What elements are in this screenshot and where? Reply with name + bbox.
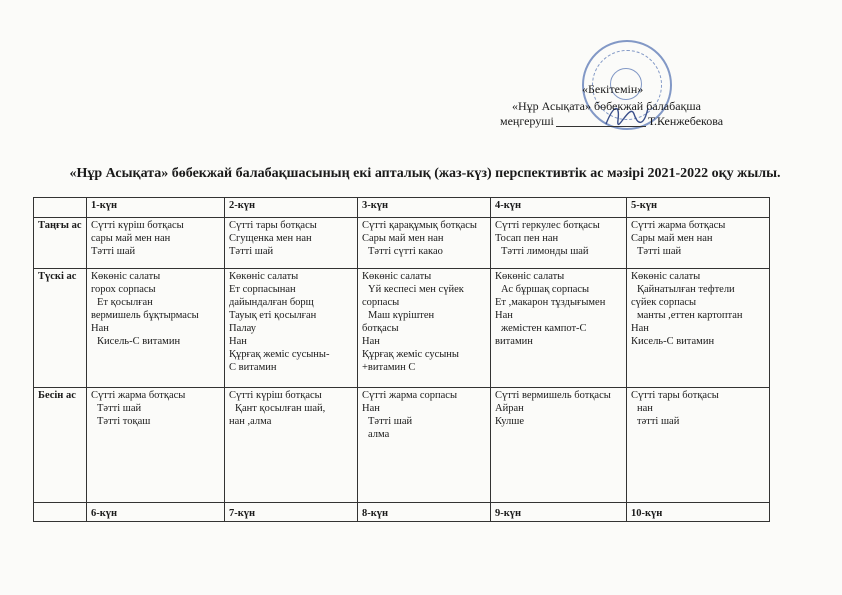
dish: Құрғақ жеміс сусыны- — [229, 349, 330, 360]
dish: +витамин С — [362, 362, 416, 373]
lunch-row — [34, 269, 770, 388]
dish: тәтті шай — [637, 416, 680, 427]
menu-cell — [491, 218, 627, 269]
menu-cell — [225, 269, 358, 388]
dish: нан — [637, 403, 653, 414]
day-header: 6-күн — [87, 503, 225, 522]
dish: Нан — [495, 310, 513, 321]
dish: Тәтті лимонды шай — [501, 246, 589, 257]
day-header: 7-күн — [225, 503, 358, 522]
dish: Құрғақ жеміс сусыны — [362, 349, 459, 360]
dish: Үй кеспесі мен сүйек — [368, 284, 464, 295]
dish: Сүтті вермишель ботқасы — [495, 390, 611, 401]
dish: Сүтті қарақұмық ботқасы — [362, 220, 477, 231]
dish: вермишель бұқтырмасы — [91, 310, 199, 321]
menu-cell — [358, 388, 491, 503]
menu-cell — [358, 218, 491, 269]
menu-cell — [491, 269, 627, 388]
menu-cell — [627, 218, 770, 269]
dish: жемістен кампот-С — [501, 323, 587, 334]
dish: Кулше — [495, 416, 524, 427]
corner-cell — [34, 198, 87, 218]
dish: Кисель-С витамин — [631, 336, 715, 347]
day-header: 2-күн — [225, 198, 358, 218]
dish: витамин — [495, 336, 533, 347]
dish: Тәтті шай — [637, 246, 682, 257]
dish: Сүтті күріш ботқасы — [91, 220, 184, 231]
dish: Қант қосылған шай, — [235, 403, 326, 414]
dish: Сүтті геркулес ботқасы — [495, 220, 600, 231]
snack-row — [34, 388, 770, 503]
dish: С витамин — [229, 362, 277, 373]
dish: Айран — [495, 403, 524, 414]
menu-cell — [627, 269, 770, 388]
menu-cell — [225, 388, 358, 503]
dish: Ас бұршақ сорпасы — [501, 284, 590, 295]
approval-org: «Нұр Асықата» бөбекжай балабақша — [512, 99, 701, 113]
meal-label: Бесін ас — [34, 388, 87, 503]
day-header-row — [34, 198, 770, 218]
dish: Нан — [229, 336, 247, 347]
dish: Тәтті тоқаш — [97, 416, 151, 427]
dish: сорпасы — [362, 297, 400, 308]
dish: Нан — [362, 403, 380, 414]
dish: Сары май мен нан — [362, 233, 444, 244]
dish: Көкөніс салаты — [495, 271, 565, 282]
dish: Көкөніс салаты — [362, 271, 432, 282]
signature-line — [556, 126, 646, 127]
day-header: 10-күн — [627, 503, 770, 522]
approval-manager — [500, 114, 723, 129]
dish: Нан — [631, 323, 649, 334]
meal-label: Таңғы ас — [34, 218, 87, 269]
day-header: 8-күн — [358, 503, 491, 522]
dish: сүйек сорпасы — [631, 297, 697, 308]
dish: алма — [368, 429, 390, 440]
dish: Тәтті шай — [91, 246, 136, 257]
dish: Нан — [91, 323, 109, 334]
day-header: 4-күн — [491, 198, 627, 218]
menu-cell — [358, 269, 491, 388]
day-header: 3-күн — [358, 198, 491, 218]
document-title: «Нұр Асықата» бөбекжай балабақшасының екі апталық (жаз-күз) перспективтік ас мәзірі 2021-2022 оқу жылы. — [69, 166, 781, 181]
dish: Нан — [362, 336, 380, 347]
dish: Қайнатылған тефтели — [637, 284, 735, 295]
dish: Тәтті сүтті какао — [368, 246, 443, 257]
dish: Тәтті шай — [97, 403, 142, 414]
breakfast-row — [34, 218, 770, 269]
dish: Сүтті күріш ботқасы — [229, 390, 322, 401]
approval-heading: «Бекітемін» — [582, 82, 644, 96]
menu-cell — [87, 218, 225, 269]
dish: нан ,алма — [229, 416, 272, 427]
day-header: 1-күн — [87, 198, 225, 218]
dish: Палау — [229, 323, 256, 334]
dish: Сүтті тары ботқасы — [229, 220, 317, 231]
manager-name: Т.Кенжебекова — [647, 114, 724, 128]
menu-cell — [627, 388, 770, 503]
dish: Сгущенка мен нан — [229, 233, 312, 244]
dish: Ет сорпасынан — [229, 284, 296, 295]
menu-cell — [87, 388, 225, 503]
dish: Сүтті тары ботқасы — [631, 390, 719, 401]
dish: Сүтті жарма ботқасы — [91, 390, 186, 401]
dish: Тауық еті қосылған — [229, 310, 317, 321]
dish: ботқасы — [362, 323, 399, 334]
dish: Тәтті шай — [368, 416, 413, 427]
dish: дайындалған борщ — [229, 297, 314, 308]
dish: Тәтті шай — [229, 246, 274, 257]
dish: сары май мен нан — [91, 233, 171, 244]
dish: Сүтті жарма ботқасы — [631, 220, 726, 231]
dish: горох сорпасы — [91, 284, 156, 295]
meal-label: Түскі ас — [34, 269, 87, 388]
menu-cell — [87, 269, 225, 388]
next-week-header-row — [34, 503, 770, 522]
dish: Ет қосылған — [97, 297, 153, 308]
menu-cell — [491, 388, 627, 503]
dish: Маш күріштен — [368, 310, 435, 321]
dish: манты ,еттен картоптан — [637, 310, 743, 321]
dish: Көкөніс салаты — [229, 271, 299, 282]
dish: Тосап пен нан — [495, 233, 559, 244]
dish: Сары май мен нан — [631, 233, 713, 244]
dish: Сүтті жарма сорпасы — [362, 390, 457, 401]
dish: Кисель-С витамин — [97, 336, 181, 347]
manager-label: меңгеруші — [500, 114, 554, 128]
dish: Ет ,макарон тұздығымен — [495, 297, 606, 308]
day-header: 5-күн — [627, 198, 770, 218]
corner-cell — [34, 503, 87, 522]
menu-cell — [225, 218, 358, 269]
day-header: 9-күн — [491, 503, 627, 522]
dish: Көкөніс салаты — [631, 271, 701, 282]
menu-table — [33, 197, 770, 522]
dish: Көкөніс салаты — [91, 271, 161, 282]
